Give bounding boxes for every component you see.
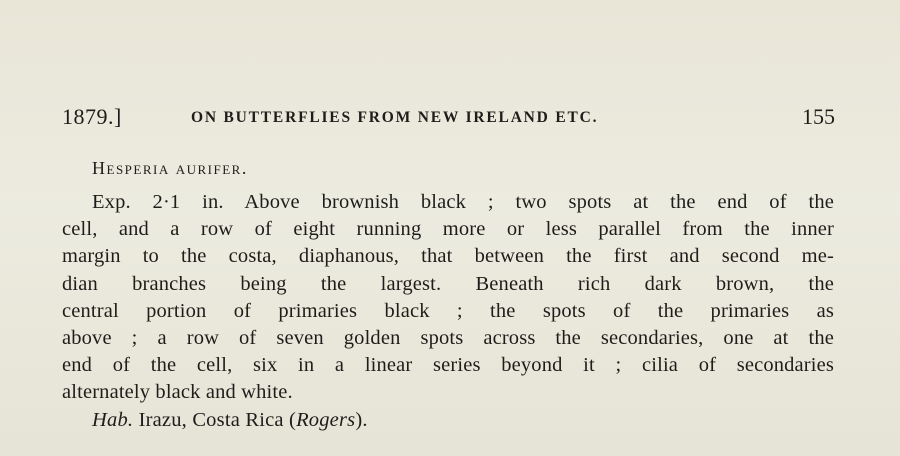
description-line: dian branches being the largest. Beneath rich dark brown, the (62, 272, 834, 295)
description-line: end of the cell, six in a linear series beyond it ; cilia of secondaries (62, 354, 834, 377)
description-line: alternately black and white. (62, 381, 293, 404)
habitat-locality: Irazu, Costa Rica ( (138, 409, 297, 431)
habitat-line (92, 409, 368, 432)
habitat-collector: Rogers (296, 409, 356, 431)
description-line: margin to the costa, diaphanous, that between the first and second me- (62, 245, 834, 268)
habitat-label: Hab. (92, 409, 134, 431)
description-line: Exp. 2·1 in. Above brownish black ; two spots at the end of the (92, 191, 834, 213)
species-description (62, 189, 834, 407)
description-line: above ; a row of seven golden spots across the secondaries, one at the (62, 327, 834, 350)
description-line: central portion of primaries black ; the spots of the primaries as (62, 299, 834, 322)
header-title: ON BUTTERFLIES FROM NEW IRELAND ETC. (191, 109, 599, 126)
habitat-close: ). (355, 409, 368, 431)
header-year: 1879.] (62, 104, 122, 129)
description-line: cell, and a row of eight running more or less parallel from the inner (62, 218, 834, 241)
running-header (62, 104, 835, 134)
species-heading: Hesperia aurifer. (92, 158, 248, 178)
page-number: 155 (802, 104, 835, 129)
